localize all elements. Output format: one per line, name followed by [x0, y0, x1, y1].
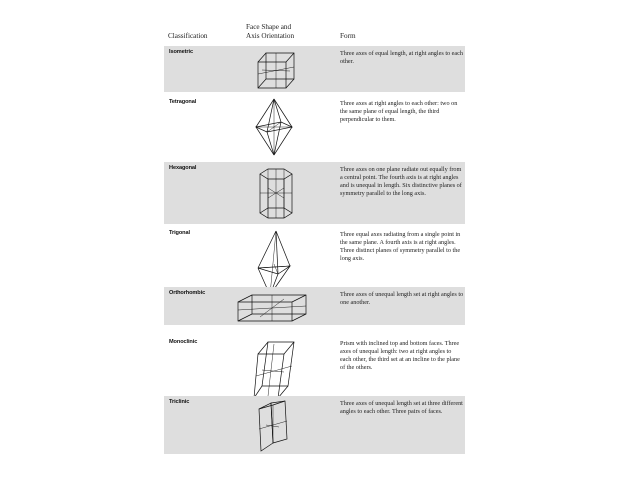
header-face-line1: Face Shape and [246, 23, 292, 31]
form-description: Three axes on one plane radiate out equally from a central point. The fourth axis is at right angles and is unequal in length. Six distinctive planes of symmetry parallel to the long axis. [340, 166, 462, 197]
form-description: Three axes of unequal length set at right angles to one another. [340, 291, 464, 306]
row-isometric [164, 46, 465, 92]
form-description: Three axes at right angles to each other: two on the same plane of equal length, the third perpendicular to them. [340, 100, 458, 123]
header-form: Form [340, 32, 356, 40]
cube-crystal-icon [254, 50, 298, 90]
classification-label: Monoclinic [169, 339, 198, 345]
form-description: Three axes of unequal length set at three different angles to each other. Three pairs of faces. [340, 400, 463, 415]
classification-label: Tetragonal [169, 99, 197, 105]
row-triclinic [164, 396, 465, 454]
hexagonal-prism-icon [256, 166, 296, 222]
header-face-shape [246, 23, 294, 40]
header-classification: Classification [168, 32, 208, 40]
row-hexagonal [164, 162, 465, 224]
classification-label: Triclinic [169, 399, 190, 405]
classification-label: Hexagonal [169, 165, 197, 171]
classification-label: Trigonal [169, 230, 190, 236]
classification-label: Orthorhombic [169, 290, 206, 296]
orthorhombic-prism-icon [236, 293, 310, 323]
row-tetragonal [164, 96, 465, 158]
form-description: Prism with inclined top and bottom faces. Three axes of unequal length: two at right angles to each other, the third set at an incline to the plane of the others. [340, 340, 460, 371]
header-face-line2: Axis Orientation [246, 31, 295, 40]
form-description: Three equal axes radiating from a single point in the same plane. A fourth axis is at right angles. Three distinct planes of symmetry parallel to the long axis. [340, 231, 461, 262]
row-orthorhombic [164, 287, 465, 325]
crystal-systems-table [164, 18, 465, 458]
form-description: Three axes of equal length, at right angles to each other. [340, 50, 464, 65]
tetragonal-bipyramid-icon [253, 98, 295, 156]
monoclinic-prism-icon [252, 340, 296, 400]
row-monoclinic [164, 336, 465, 402]
classification-label: Isometric [169, 49, 193, 55]
triclinic-prism-icon [257, 399, 291, 453]
